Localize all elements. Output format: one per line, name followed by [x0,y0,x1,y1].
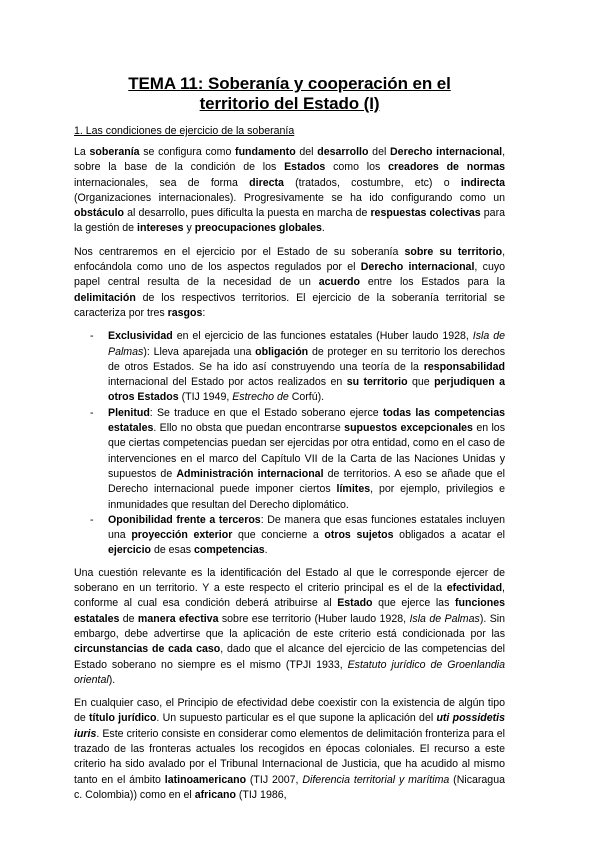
bullet-dash: - [90,406,94,419]
document-page [74,74,505,811]
bullet-dash: - [90,513,94,526]
list-item: - Oponibilidad frente a terceros: De manera que esas funciones estatales incluyen una proyección exterior que concierne a otros sujetos obligados a acatar el ejercicio de esas competencias. [90,513,505,557]
list-item: - Plenitud: Se traduce en que el Estado soberano ejerce todas las competencias estatales. Ello no obsta que puedan encontrarse supuestos excepcionales en los que ciertas competencias puedan ser ejercidas por otra entidad, como en el caso de intervenciones en el marco del Capítulo VII de la Carta de las Naciones Unidas y supuestos de Administración internacional de territorios. A eso se añade que el Derecho internacional puede imponer ciertos límites, por ejemplo, privilegios e inmunidades que resultan del Derecho diplomático. [90,406,505,511]
section-heading: 1. Las condiciones de ejercicio de la soberanía [74,125,295,137]
page-title [74,74,505,114]
title-line-2: territorio del Estado (I) [199,94,380,113]
title-line-1: TEMA 11: Soberanía y cooperación en el [128,74,451,93]
paragraph-3: Una cuestión relevante es la identificación del Estado al que le corresponde ejercer de soberano en un territorio. Y a este respecto el criterio principal es el de la efectividad, conforme al cual esa condición deberá atribuirse al Estado que ejerce las funciones estatales de manera efectiva sobre ese territorio (Huber laudo 1928, Isla de Palmas). Sin embargo, debe advertirse que la aplicación de este criterio está condicionada por las circunstancias de cada caso, dado que el alcance del ejercicio de las competencias del Estado soberano no siempre es el mismo (TPJI 1933, Estatuto jurídico de Groenlandia oriental). [74,566,505,686]
paragraph-2: Nos centraremos en el ejercicio por el Estado de su soberanía sobre su territorio, enfocándola como uno de los aspectos regulados por el Derecho internacional, cuyo papel central resulta de la necesidad de un acuerdo entre los Estados para la delimitación de los respectivos territorios. El ejercicio de la soberanía territorial se caracteriza por tres rasgos: [74,245,506,319]
paragraph-4: En cualquier caso, el Principio de efectividad debe coexistir con la existencia de algún tipo de título jurídico. Un supuesto particular es el que supone la aplicación del uti possidetis iuris. Este criterio consiste en considerar como elementos de delimitación fronteriza para el trazado de las fronteras actuales los recogidos en épocas coloniales. El recurso a este criterio ha sido avalado por el Tribunal Internacional de Justicia, que ha acudido al mismo tanto en el ámbito latinoamericano (TIJ 2007, Diferencia territorial y marítima (Nicaragua c. Colombia)) como en el africano (TIJ 1986, [74,697,506,801]
list-item: - Exclusividad en el ejercicio de las funciones estatales (Huber laudo 1928, Isla de Palmas): Lleva aparejada una obligación de proteger en su territorio los derechos de otros Estados. Se ha ido así construyendo una teoría de la responsabilidad internacional del Estado por actos realizados en su territorio que perjudiquen a otros Estados (TIJ 1949, Estrecho de Corfú). [90,330,505,404]
paragraph-1: La soberanía se configura como fundamento del desarrollo del Derecho internacional, sobre la base de la condición de los Estados como los creadores de normas internacionales, sea de forma directa (tratados, costumbre, etc) o indirecta (Organizaciones internacionales). Progresivamente se ha ido configurando como un obstáculo al desarrollo, pues dificulta la puesta en marcha de respuestas colectivas para la gestión de intereses y preocupaciones globales. [74,146,506,235]
bullet-dash: - [90,330,94,343]
features-list [74,329,505,558]
